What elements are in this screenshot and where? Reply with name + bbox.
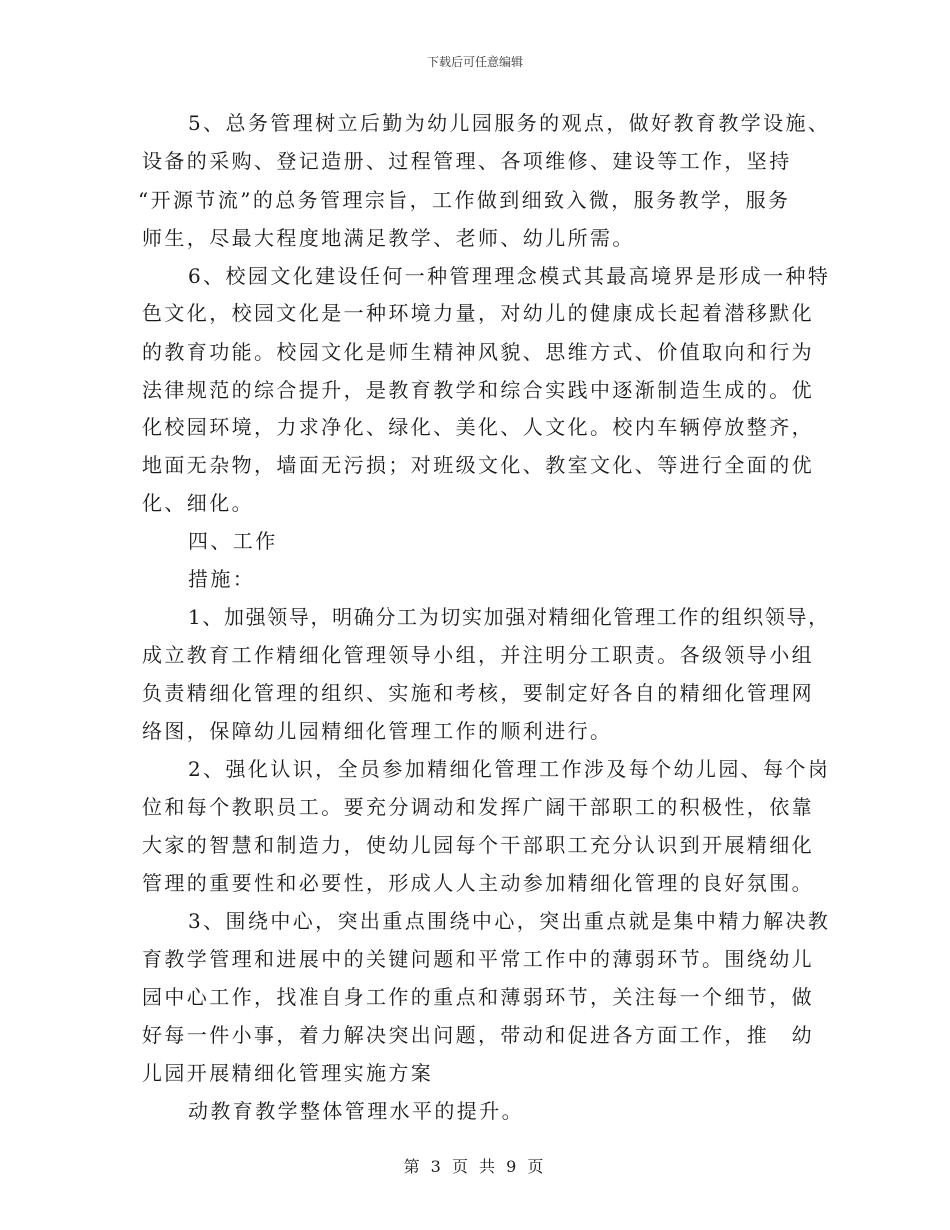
- text-line: 管理的重要性和必要性，形成人人主动参加精细化管理的良好氛围。: [142, 871, 814, 895]
- text-line: 5、总务管理树立后勤为幼儿园服务的观点，做好教育教学设施、: [188, 111, 831, 135]
- text-line: 动教育教学整体管理水平的提升。: [188, 1099, 524, 1123]
- text-line: 位和每个教职员工。要充分调动和发挥广阔干部职工的积极性，依靠: [142, 795, 814, 819]
- text-line: 好每一件小事，着力解决突出问题，带动和促进各方面工作，推 幼: [142, 1023, 814, 1047]
- text-line: 6、校园文化建设任何一种管理理念模式其最高境界是形成一种特: [188, 264, 831, 288]
- text-line: 育教学管理和进展中的关键问题和平常工作中的薄弱环节。围绕幼儿: [142, 947, 814, 971]
- text-line: 化、细化。: [142, 491, 254, 515]
- page-header: 下载后可任意编辑: [426, 55, 523, 69]
- text-line: 地面无杂物，墙面无污损；对班级文化、教室文化、等进行全面的优: [142, 453, 814, 477]
- text-line: 儿园开展精细化管理实施方案: [142, 1061, 434, 1085]
- text-line: 设备的采购、登记造册、过程管理、各项维修、建设等工作，坚持: [142, 149, 792, 173]
- text-line: “开源节流”的总务管理宗旨，工作做到细致入微，服务教学，服务: [138, 188, 791, 212]
- text-line: 络图，保障幼儿园精细化管理工作的顺利进行。: [142, 719, 613, 743]
- text-line: 色文化，校园文化是一种环境力量，对幼儿的健康成长起着潜移默化: [142, 301, 814, 325]
- page-footer: 第 3 页 共 9 页: [403, 1157, 547, 1176]
- text-line: 法律规范的综合提升，是教育教学和综合实践中逐渐制造生成的。优: [142, 378, 814, 402]
- text-line: 1、加强领导，明确分工为切实加强对精细化管理工作的组织领导，: [188, 605, 830, 629]
- text-line: 成立教育工作精细化管理领导小组，并注明分工职责。各级领导小组: [142, 643, 814, 667]
- text-line: 负责精细化管理的组织、实施和考核，要制定好各自的精细化管理网: [142, 681, 814, 705]
- text-line: 大家的智慧和制造力，使幼儿园每个干部职工充分认识到开展精细化: [142, 833, 814, 857]
- text-line: 3、围绕中心，突出重点围绕中心，突出重点就是集中精力解决教: [188, 909, 831, 933]
- section-heading: 措施：: [188, 567, 256, 591]
- text-line: 园中心工作，找准自身工作的重点和薄弱环节，关注每一个细节，做: [142, 985, 814, 1009]
- text-line: 2、强化认识，全员参加精细化管理工作涉及每个幼儿园、每个岗: [188, 757, 831, 781]
- text-line: 的教育功能。校园文化是师生精神风貌、思维方式、价值取向和行为: [142, 340, 814, 364]
- section-heading: 四、工作: [188, 529, 278, 553]
- text-line: 师生，尽最大程度地满足教学、老师、幼儿所需。: [142, 226, 635, 250]
- text-line: 化校园环境，力求净化、绿化、美化、人文化。校内车辆停放整齐，: [142, 415, 814, 439]
